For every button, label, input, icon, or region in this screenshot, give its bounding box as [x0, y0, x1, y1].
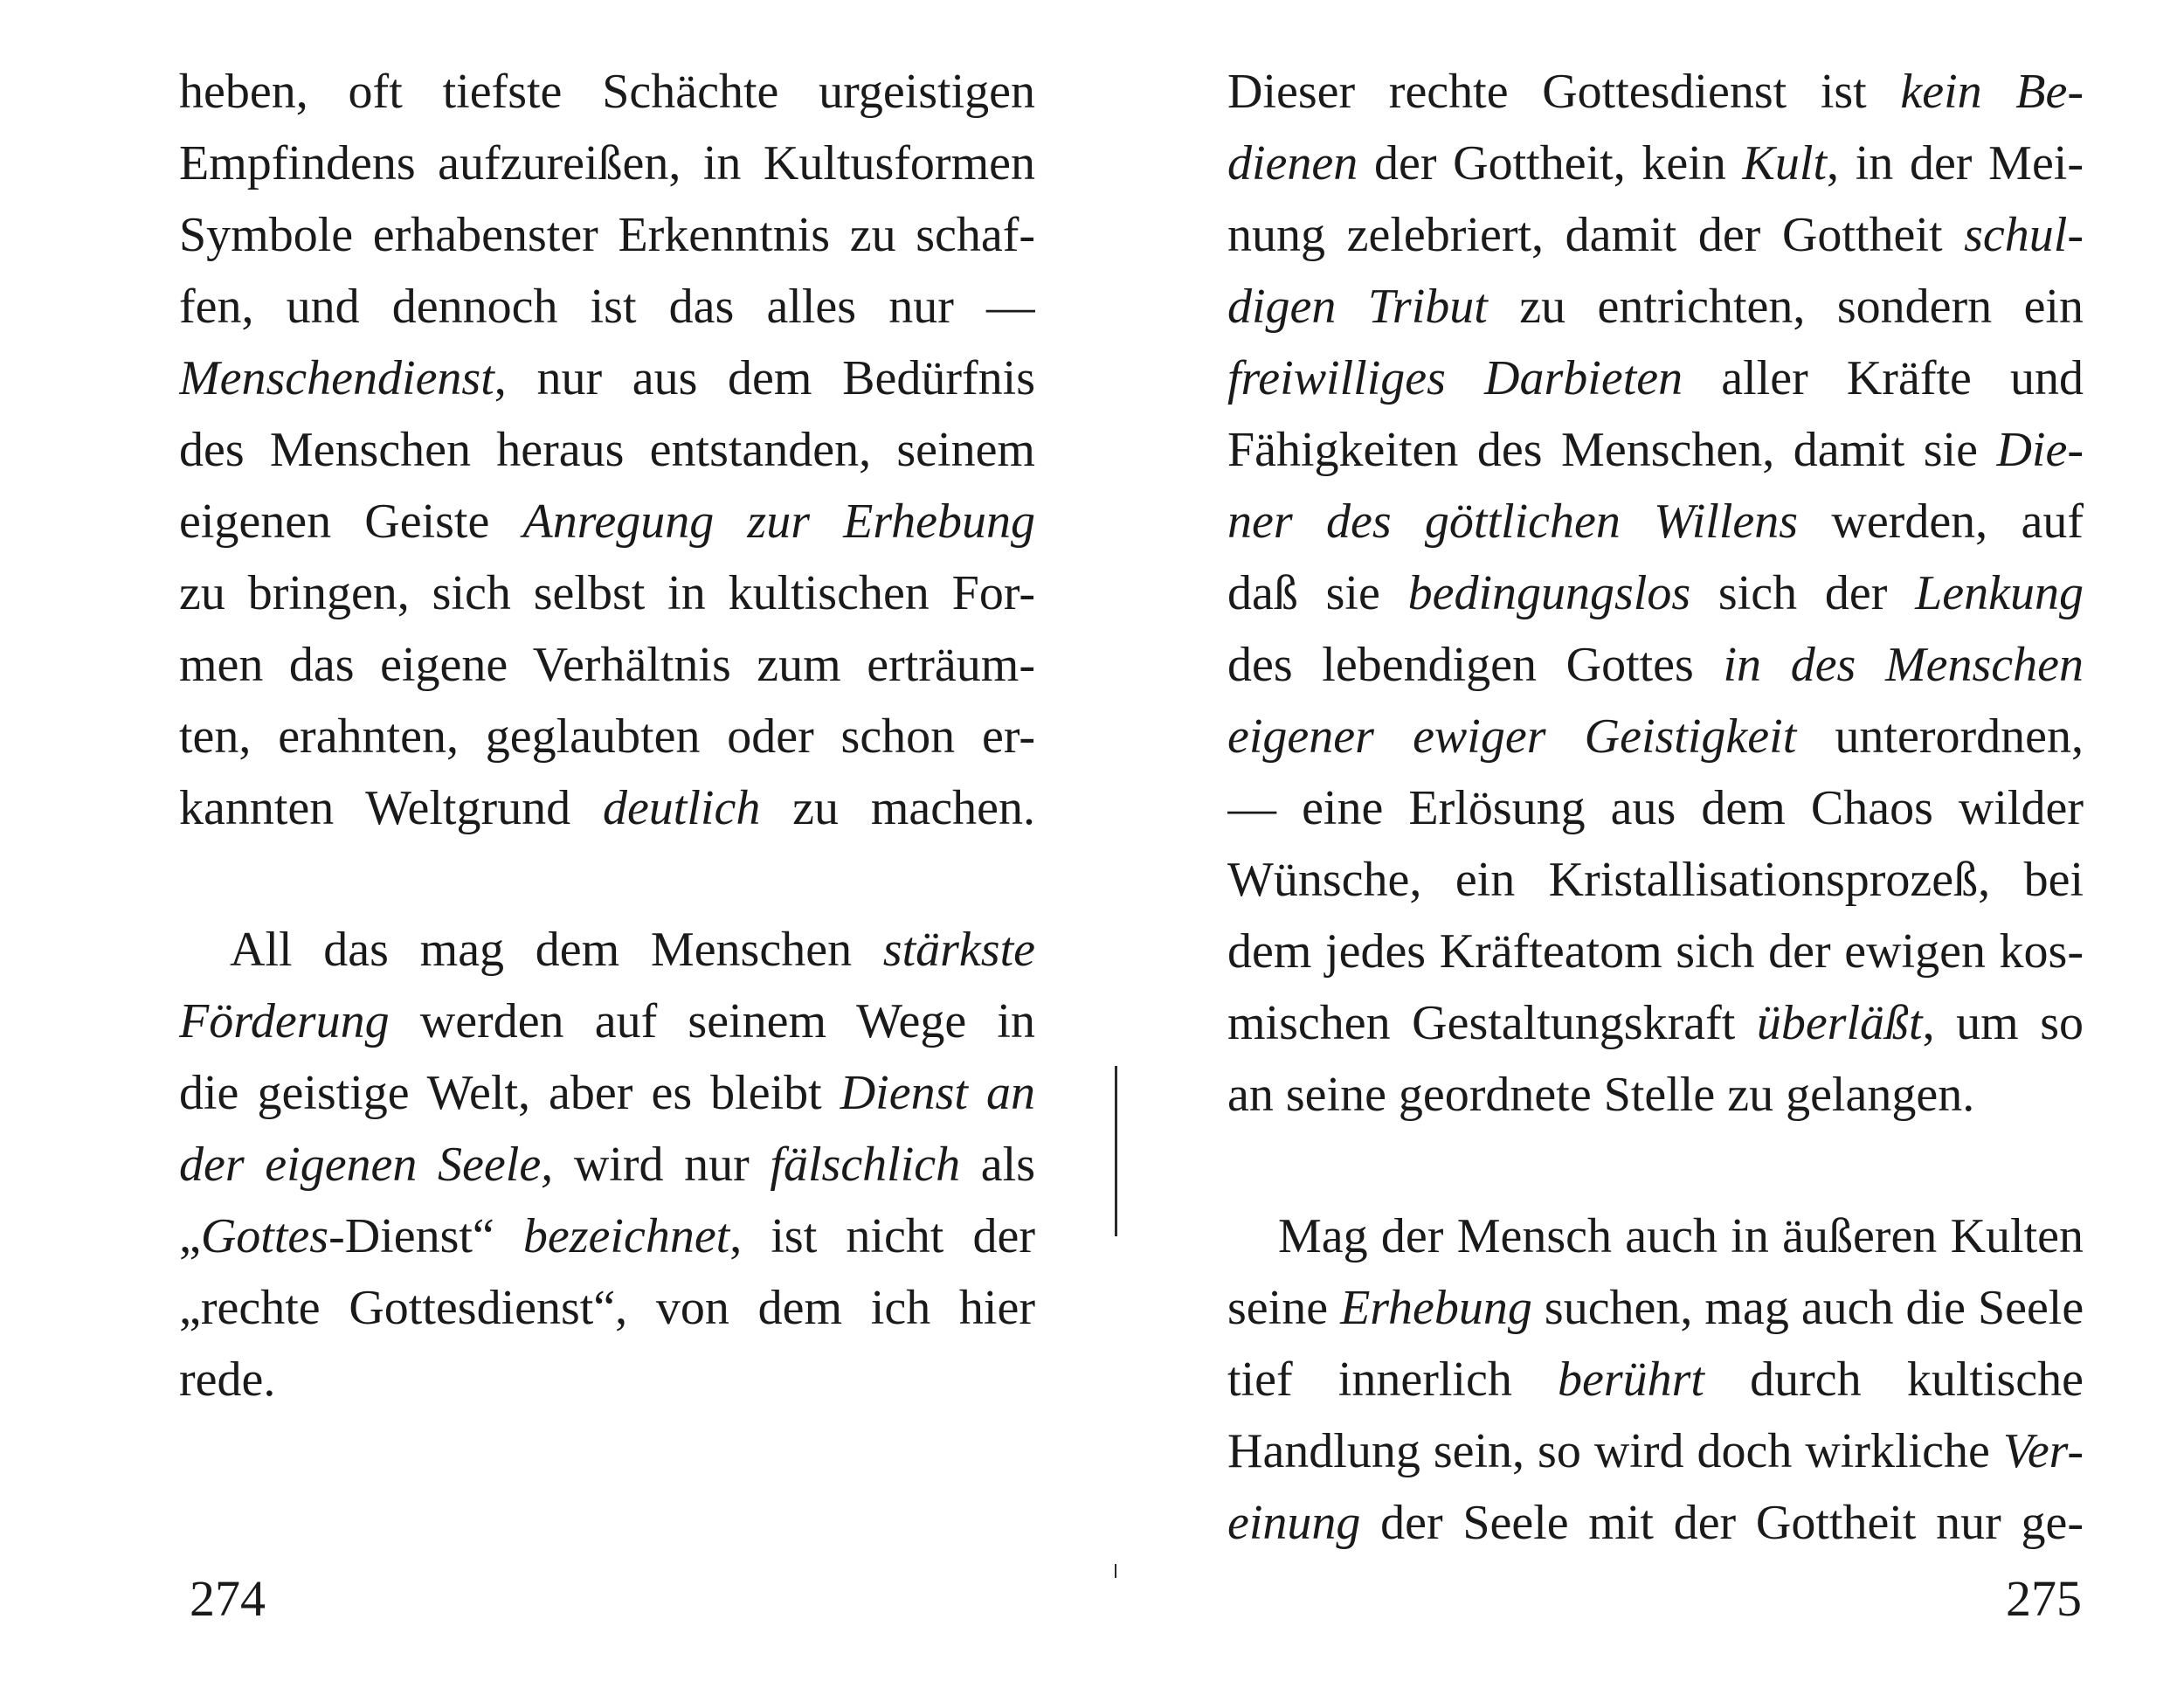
text-line: dem jedes Kräfteatom sich der ewigen kos-: [1227, 924, 2084, 979]
text-line: ner des göttlichen Willens werden, auf: [1227, 495, 2084, 549]
text-line: daß sie bedingungslos sich der Lenkung: [1227, 566, 2084, 620]
text-line: Mag der Mensch auch in äußeren Kulten: [1278, 1209, 2084, 1263]
text-line: seine Erhebung suchen, mag auch die Seele: [1227, 1281, 2084, 1335]
text-line: zu bringen, sich selbst in kultischen For-: [179, 566, 1035, 620]
text-line: eigenen Geiste Anregung zur Erhebung: [179, 495, 1035, 549]
text-line: „Gottes-Dienst“ bezeichnet, ist nicht der: [179, 1209, 1035, 1263]
text-line: Menschendienst, nur aus dem Bedürfnis: [179, 351, 1035, 405]
text-line: tief innerlich berührt durch kultische: [1227, 1353, 2084, 1407]
text-line: kannten Weltgrund deutlich zu machen.: [179, 781, 1035, 835]
text-line: men das eigene Verhältnis zum erträum-: [179, 638, 1035, 692]
text-line: heben, oft tiefste Schächte urgeistigen: [179, 65, 1035, 119]
text-line: Fähigkeiten des Menschen, damit sie Die-: [1227, 423, 2084, 477]
text-line: rede.: [179, 1353, 276, 1407]
text-line: Empfindens aufzureißen, in Kultusformen: [179, 136, 1035, 190]
text-line: fen, und dennoch ist das alles nur —: [179, 280, 1035, 334]
text-line: eigener ewiger Geistigkeit unterordnen,: [1227, 709, 2084, 764]
text-line: der eigenen Seele, wird nur fälschlich als: [179, 1138, 1035, 1192]
page-number: 274: [190, 1570, 266, 1627]
text-line: mischen Gestaltungskraft überläßt, um so: [1227, 996, 2084, 1050]
text-line: digen Tribut zu entrichten, sondern ein: [1227, 280, 2084, 334]
text-line: Symbole erhabenster Erkenntnis zu schaf-: [179, 208, 1035, 262]
text-line: Handlung sein, so wird doch wirkliche Ver-: [1227, 1424, 2084, 1478]
text-line: Förderung werden auf seinem Wege in: [179, 994, 1035, 1048]
text-line: des lebendigen Gottes in des Menschen: [1227, 638, 2084, 692]
text-line: dienen der Gottheit, kein Kult, in der Mei-: [1227, 136, 2084, 190]
text-line: einung der Seele mit der Gottheit nur ge-: [1227, 1496, 2084, 1550]
text-line: die geistige Welt, aber es bleibt Dienst an: [179, 1066, 1035, 1120]
text-line: — eine Erlösung aus dem Chaos wilder: [1227, 781, 2084, 835]
text-line: des Menschen heraus entstanden, seinem: [179, 423, 1035, 477]
text-line: ten, erahnten, geglaubten oder schon er-: [179, 709, 1035, 764]
text-line: freiwilliges Darbieten aller Kräfte und: [1227, 351, 2084, 405]
page-number: 275: [2006, 1570, 2082, 1627]
text-line: All das mag dem Menschen stärkste: [230, 923, 1035, 977]
text-line: Dieser rechte Gottesdienst ist kein Be-: [1227, 65, 2084, 119]
text-line: „rechte Gottesdienst“, von dem ich hier: [179, 1281, 1035, 1335]
text-line: Wünsche, ein Kristallisationsprozeß, bei: [1227, 853, 2084, 907]
text-line: nung zelebriert, damit der Gottheit schul-: [1227, 208, 2084, 262]
gutter-line: [1115, 1066, 1117, 1236]
gutter-mark: [1115, 1564, 1116, 1578]
text-line: an seine geordnete Stelle zu gelangen.: [1227, 1068, 1975, 1122]
